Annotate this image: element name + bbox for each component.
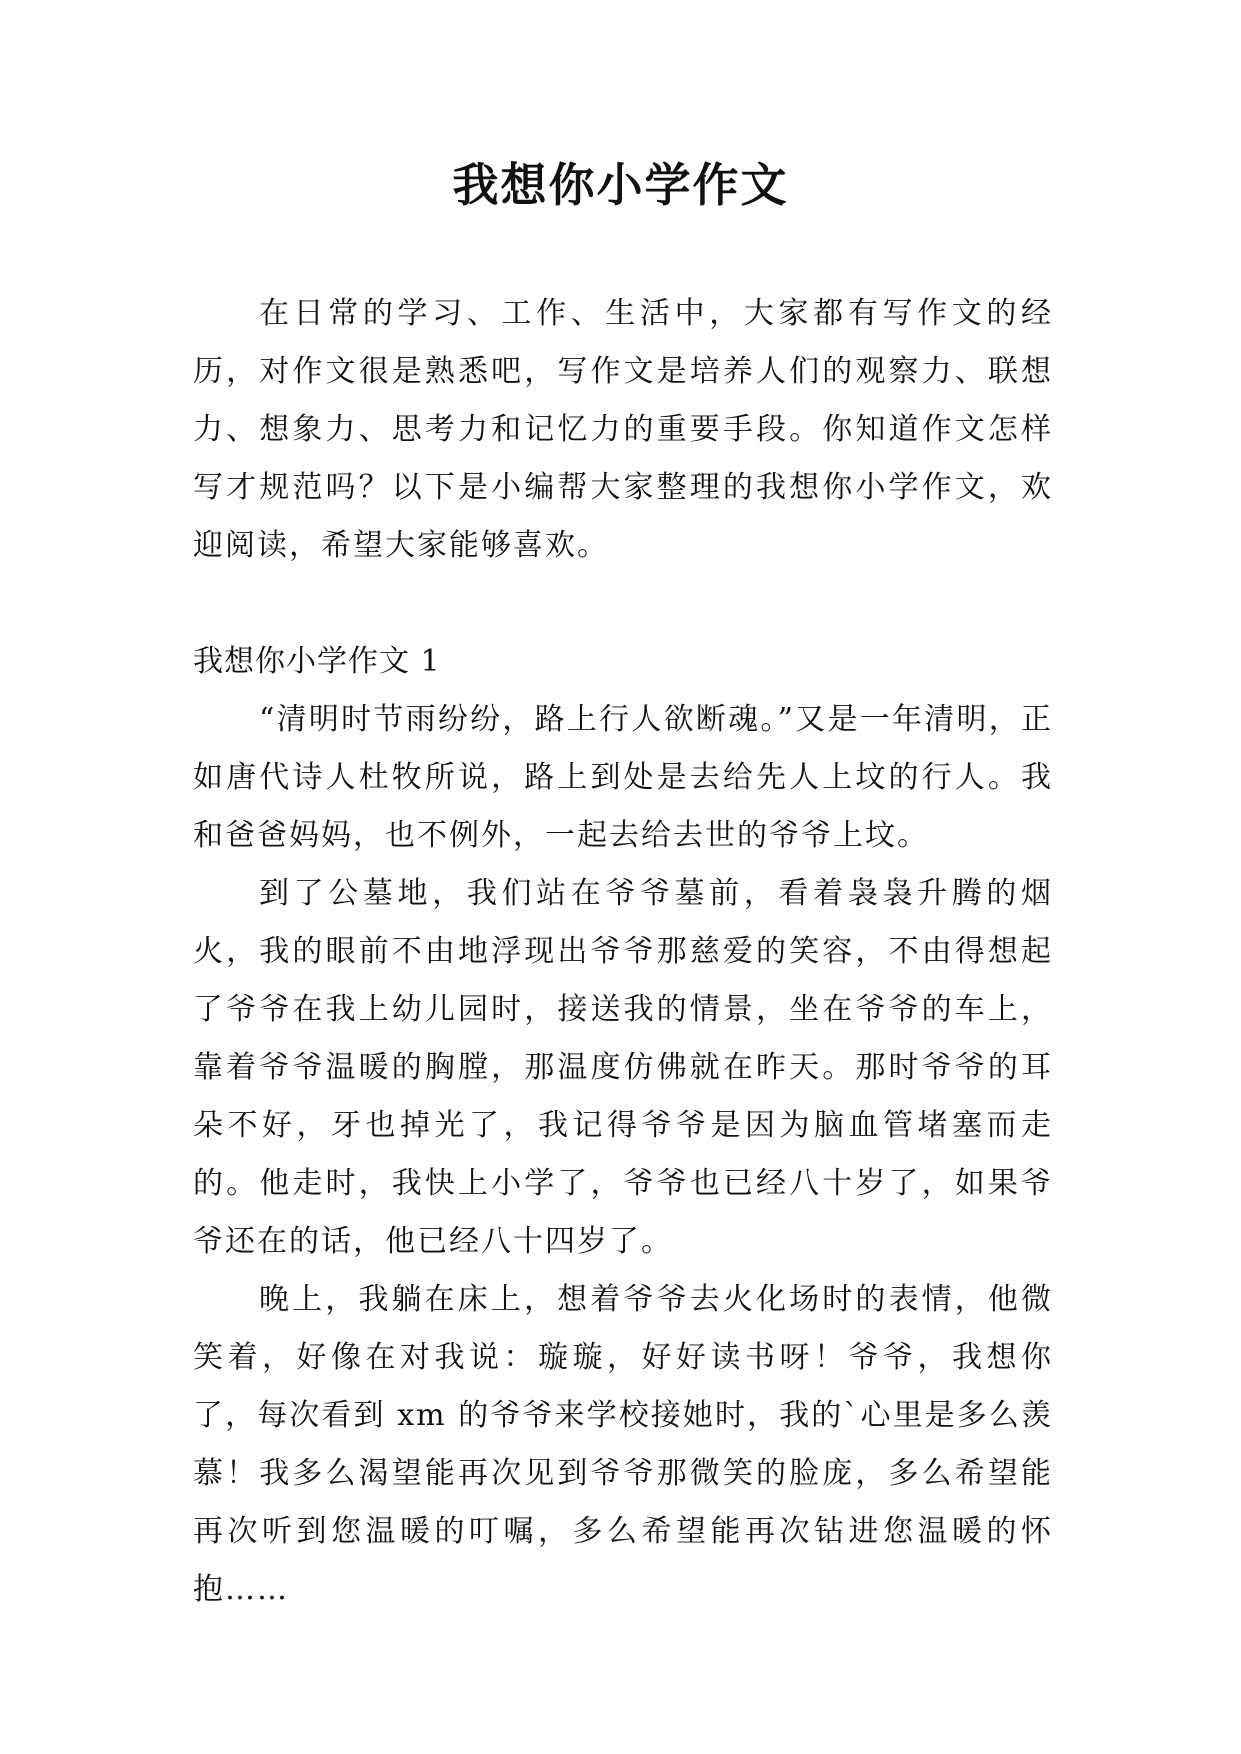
section-heading: 我想你小学作文 1 (193, 644, 441, 679)
document-title: 我想你小学作文 (452, 158, 789, 212)
body-paragraph-1: “清明时节雨纷纷，路上行人欲断魂。”又是一年清明，正如唐代诗人杜牧所说，路上到处是去给先人上坟的行人。我和爸爸妈妈，也不例外，一起去给去世的爷爷上坟。 (193, 702, 1053, 853)
body-paragraph-3: 晚上，我躺在床上，想着爷爷去火化场时的表情，他微笑着，好像在对我说：璇璇，好好读书呀！爷爷，我想你了，每次看到 xm 的爷爷来学校接她时，我的`心里是多么羡慕！我多么渴望能再次见到爷爷那微笑的脸庞，多么希望能再次听到您温暖的叮嘱，多么希望能再次钻进您温暖的怀抱…… (193, 1282, 1053, 1607)
document-body (193, 285, 1053, 1619)
intro-paragraph: 在日常的学习、工作、生活中，大家都有写作文的经历，对作文很是熟悉吧，写作文是培养人们的观察力、联想力、想象力、思考力和记忆力的重要手段。你知道作文怎样写才规范吗？以下是小编帮大家整理的我想你小学作文，欢迎阅读，希望大家能够喜欢。 (193, 296, 1053, 563)
body-paragraph-2: 到了公墓地，我们站在爷爷墓前，看着袅袅升腾的烟火，我的眼前不由地浮现出爷爷那慈爱的笑容，不由得想起了爷爷在我上幼儿园时，接送我的情景，坐在爷爷的车上，靠着爷爷温暖的胸膛，那温度仿佛就在昨天。那时爷爷的耳朵不好，牙也掉光了，我记得爷爷是因为脑血管堵塞而走的。他走时，我快上小学了，爷爷也已经八十岁了，如果爷爷还在的话，他已经八十四岁了。 (193, 876, 1053, 1259)
